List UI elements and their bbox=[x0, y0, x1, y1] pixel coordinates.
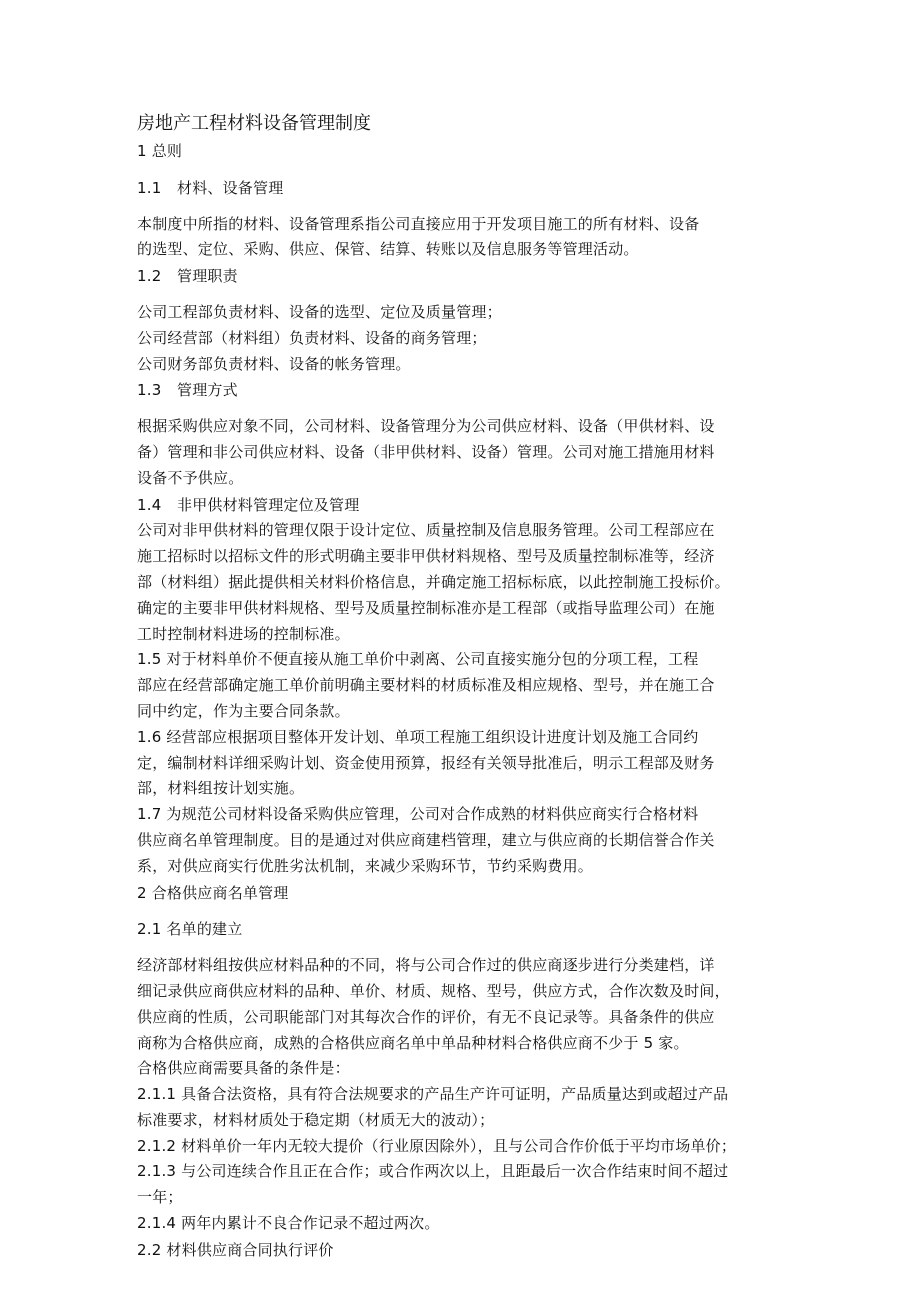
text-line: 2.1.1 具备合法资格，具有符合法规要求的产品生产许可证明，产品质量达到或超过产品 bbox=[137, 1085, 729, 1104]
text-line: 1.7 为规范公司材料设备采购供应管理，公司对合作成熟的材料供应商实行合格材料 bbox=[137, 805, 699, 824]
section-title: 非甲供材料管理定位及管理 bbox=[177, 495, 360, 514]
paragraph-2-1-4 bbox=[137, 1211, 783, 1237]
paragraph-2-1-conditions bbox=[137, 1056, 783, 1082]
section-number: 1.2 bbox=[137, 267, 162, 286]
paragraph-1-6 bbox=[137, 725, 783, 802]
text-line: 供应商的性质，公司职能部门对其每次合作的评价，有无不良记录等。具备条件的供应 bbox=[137, 1007, 715, 1026]
subsection-heading-1-1 bbox=[137, 176, 783, 202]
paragraph-1-1 bbox=[137, 212, 783, 264]
section-title: 管理职责 bbox=[177, 267, 238, 286]
section-title: 管理方式 bbox=[177, 381, 238, 400]
paragraph-1-4 bbox=[137, 518, 783, 647]
text-line: 公司经营部（材料组）负责材料、设备的商务管理； bbox=[137, 328, 487, 347]
document-title: 房地产工程材料设备管理制度 bbox=[137, 113, 371, 134]
subsection-heading-1-2 bbox=[137, 264, 783, 290]
text-line: 的选型、定位、采购、供应、保管、结算、转账以及信息服务等管理活动。 bbox=[137, 240, 639, 259]
text-line: 公司对非甲供材料的管理仅限于设计定位、质量控制及信息服务管理。公司工程部应在 bbox=[137, 521, 715, 540]
subsection-heading-1-3 bbox=[137, 378, 783, 404]
text-line: 供应商名单管理制度。目的是通过对供应商建档管理，建立与供应商的长期信誉合作关 bbox=[137, 830, 715, 849]
subsection-heading-1-4 bbox=[137, 493, 783, 519]
text-line: 公司财务部负责材料、设备的帐务管理。 bbox=[137, 354, 411, 373]
text-line: 定，编制材料详细采购计划、资金使用预算，报经有关领导批准后，明示工程部及财务 bbox=[137, 753, 715, 772]
text-line: 备）管理和非公司供应材料、设备（非甲供材料、设备）管理。公司对施工措施用材料 bbox=[137, 442, 715, 461]
paragraph-2-1 bbox=[137, 953, 783, 1056]
section-number: 1.4 bbox=[137, 495, 162, 514]
text-line: 2.1.4 两年内累计不良合作记录不超过两次。 bbox=[137, 1214, 440, 1233]
text-line: 商称为合格供应商，成熟的合格供应商名单中单品种材料合格供应商不少于 5 家。 bbox=[137, 1033, 689, 1052]
text-line: 部，材料组按计划实施。 bbox=[137, 779, 305, 798]
paragraph-1-7 bbox=[137, 802, 783, 879]
text-line: 部应在经营部确定施工单价前明确主要材料的材质标准及相应规格、型号，并在施工合 bbox=[137, 676, 715, 695]
subsection-heading-2-1: 2.1 名单的建立 bbox=[137, 920, 243, 939]
text-line: 系，对供应商实行优胜劣汰机制，来减少采购环节，节约采购费用。 bbox=[137, 856, 594, 875]
text-line: 施工招标时以招标文件的形式明确主要非甲供材料规格、型号及质量控制标准等，经济 bbox=[137, 547, 715, 566]
section-number: 1.3 bbox=[137, 381, 162, 400]
subsection-heading-2-2: 2.2 材料供应商合同执行评价 bbox=[137, 1240, 334, 1259]
text-line: 确定的主要非甲供材料规格、型号及质量控制标准亦是工程部（或指导监理公司）在施 bbox=[137, 598, 715, 617]
text-line: 2.1.2 材料单价一年内无较大提价（行业原因除外），且与公司合作价低于平均市场单价； bbox=[137, 1136, 737, 1155]
paragraph-1-5 bbox=[137, 647, 783, 724]
text-line: 细记录供应商供应材料的品种、单价、材质、规格、型号，供应方式，合作次数及时间， bbox=[137, 981, 730, 1000]
section-heading-2: 2 合格供应商名单管理 bbox=[137, 883, 289, 902]
text-line: 工时控制材料进场的控制标准。 bbox=[137, 624, 350, 643]
paragraph-1-2 bbox=[137, 300, 783, 377]
text-line: 2.1.3 与公司连续合作且正在合作；或合作两次以上，且距最后一次合作结束时间不超过 bbox=[137, 1162, 729, 1181]
text-line: 一年； bbox=[137, 1188, 183, 1207]
text-line: 合格供应商需要具备的条件是： bbox=[137, 1059, 350, 1078]
text-line: 部（材料组）据此提供相关材料价格信息，并确定施工招标标底，以此控制施工投标价。 bbox=[137, 572, 730, 591]
text-line: 标准要求，材料材质处于稳定期（材质无大的波动）； bbox=[137, 1110, 495, 1129]
section-title: 材料、设备管理 bbox=[177, 178, 284, 197]
paragraph-2-1-2 bbox=[137, 1134, 783, 1160]
text-line: 1.6 经营部应根据项目整体开发计划、单项工程施工组织设计进度计划及施工合同约 bbox=[137, 727, 699, 746]
text-line: 本制度中所指的材料、设备管理系指公司直接应用于开发项目施工的所有材料、设备 bbox=[137, 214, 700, 233]
text-line: 经济部材料组按供应材料品种的不同，将与公司合作过的供应商逐步进行分类建档，详 bbox=[137, 956, 715, 975]
paragraph-2-1-1 bbox=[137, 1082, 783, 1134]
text-line: 同中约定，作为主要合同条款。 bbox=[137, 701, 350, 720]
paragraph-1-3 bbox=[137, 414, 783, 491]
text-line: 公司工程部负责材料、设备的选型、定位及质量管理； bbox=[137, 302, 502, 321]
text-line: 根据采购供应对象不同，公司材料、设备管理分为公司供应材料、设备（甲供材料、设 bbox=[137, 417, 715, 436]
text-line: 1.5 对于材料单价不便直接从施工单价中剥离、公司直接实施分包的分项工程，工程 bbox=[137, 650, 699, 669]
section-heading-1: 1 总则 bbox=[137, 142, 183, 160]
section-number: 1.1 bbox=[137, 178, 162, 197]
paragraph-2-1-3 bbox=[137, 1159, 783, 1211]
document-page bbox=[137, 110, 783, 1264]
text-line: 设备不予供应。 bbox=[137, 468, 244, 487]
